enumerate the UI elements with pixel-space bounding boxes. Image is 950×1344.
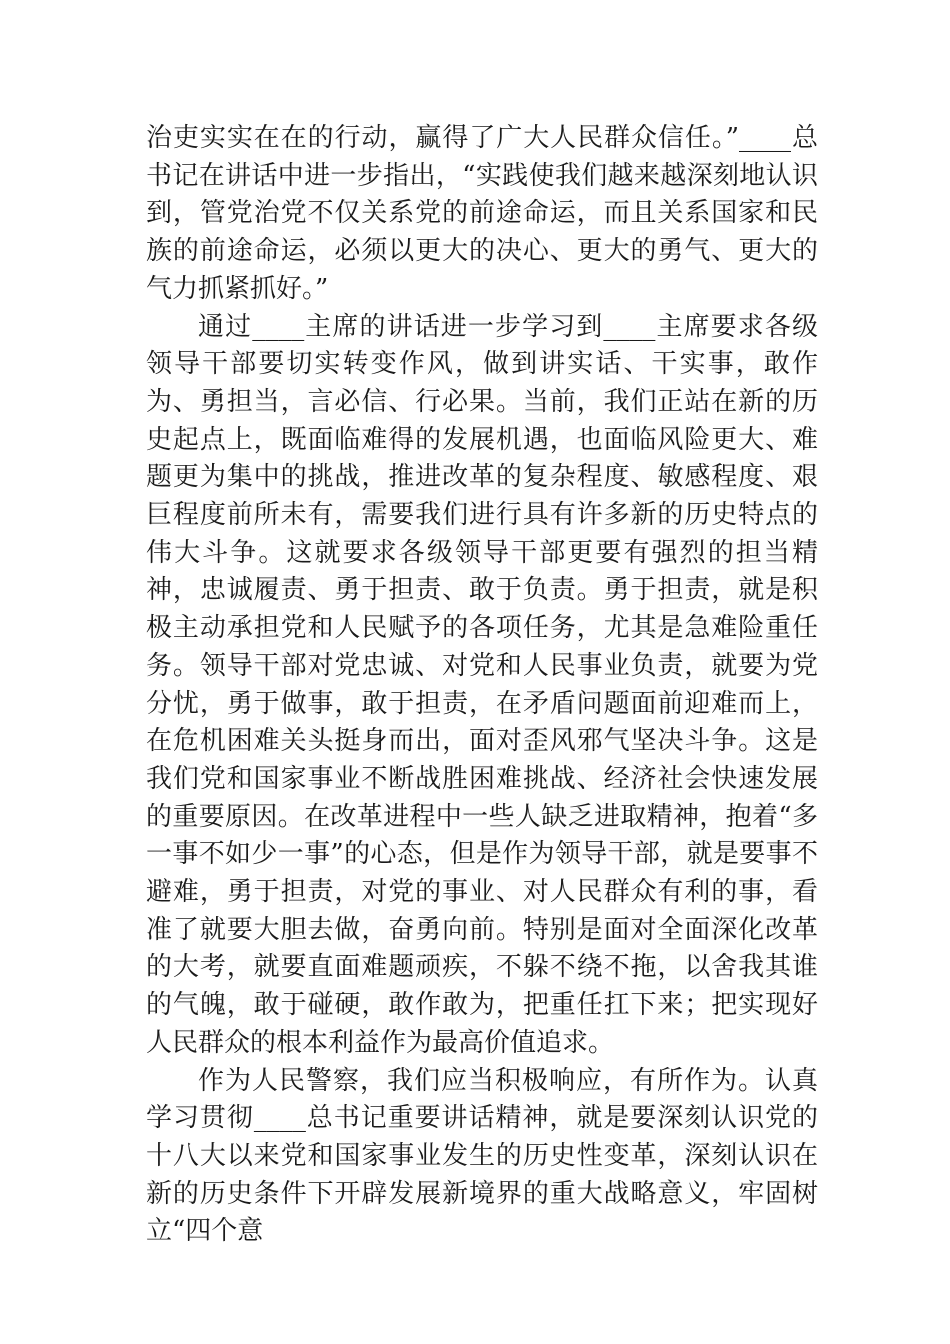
paragraph-leadership-duty: 通过____主席的讲话进一步学习到____主席要求各级领导干部要切实转变作风，做到讲实话、干实事，敢作为、勇担当，言必信、行必果。当前，我们正站在新的历史起点上，既面临难得的发展机遇，也面临风险更大、难题更为集中的挑战，推进改革的复杂程度、敏感程度、艰巨程度前所未有，需要我们进行具有许多新的历史特点的伟大斗争。这就要求各级领导干部更要有强烈的担当精神，忠诚履责、勇于担责、敢于负责。勇于担责，就是积极主动承担党和人民赋予的各项任务，尤其是急难险重任务。领导干部对党忠诚、对党和人民事业负责，就要为党分忧，勇于做事，敢于担责，在矛盾问题面前迎难而上，在危机困难关头挺身而出，面对歪风邪气坚决斗争。这是我们党和国家事业不断战胜困难挑战、经济社会快速发展的重要原因。在改革进程中一些人缺乏进取精神，抱着“多一事不如少一事”的心态，但是作为领导干部，就是要事不避难，勇于担责，对党的事业、对人民群众有利的事，看准了就要大胆去做，奋勇向前。特别是面对全面深化改革的大考，就要直面难题顽疾，不躲不绕不拖，以舍我其谁的气魄，敢于碰硬，敢作敢为，把重任扛下来；把实现好人民群众的根本利益作为最高价值追求。 <box>146 311 818 1058</box>
paragraph-police-response: 作为人民警察，我们应当积极响应，有所作为。认真学习贯彻____总书记重要讲话精神，就是要深刻认识党的十八大以来党和国家事业发生的历史性变革，深刻认识在新的历史条件下开辟发展新境界的重大战略意义，牢固树立“四个意 <box>146 1065 818 1247</box>
document-body <box>146 120 818 1251</box>
paragraph-continuation: 治吏实实在在的行动，赢得了广大人民群众信任。”____总书记在讲话中进一步指出，“实践使我们越来越深刻地认识到，管党治党不仅关系党的前途命运，而且关系国家和民族的前途命运，必须以更大的决心、更大的勇气、更大的气力抓紧抓好。” <box>146 123 818 304</box>
